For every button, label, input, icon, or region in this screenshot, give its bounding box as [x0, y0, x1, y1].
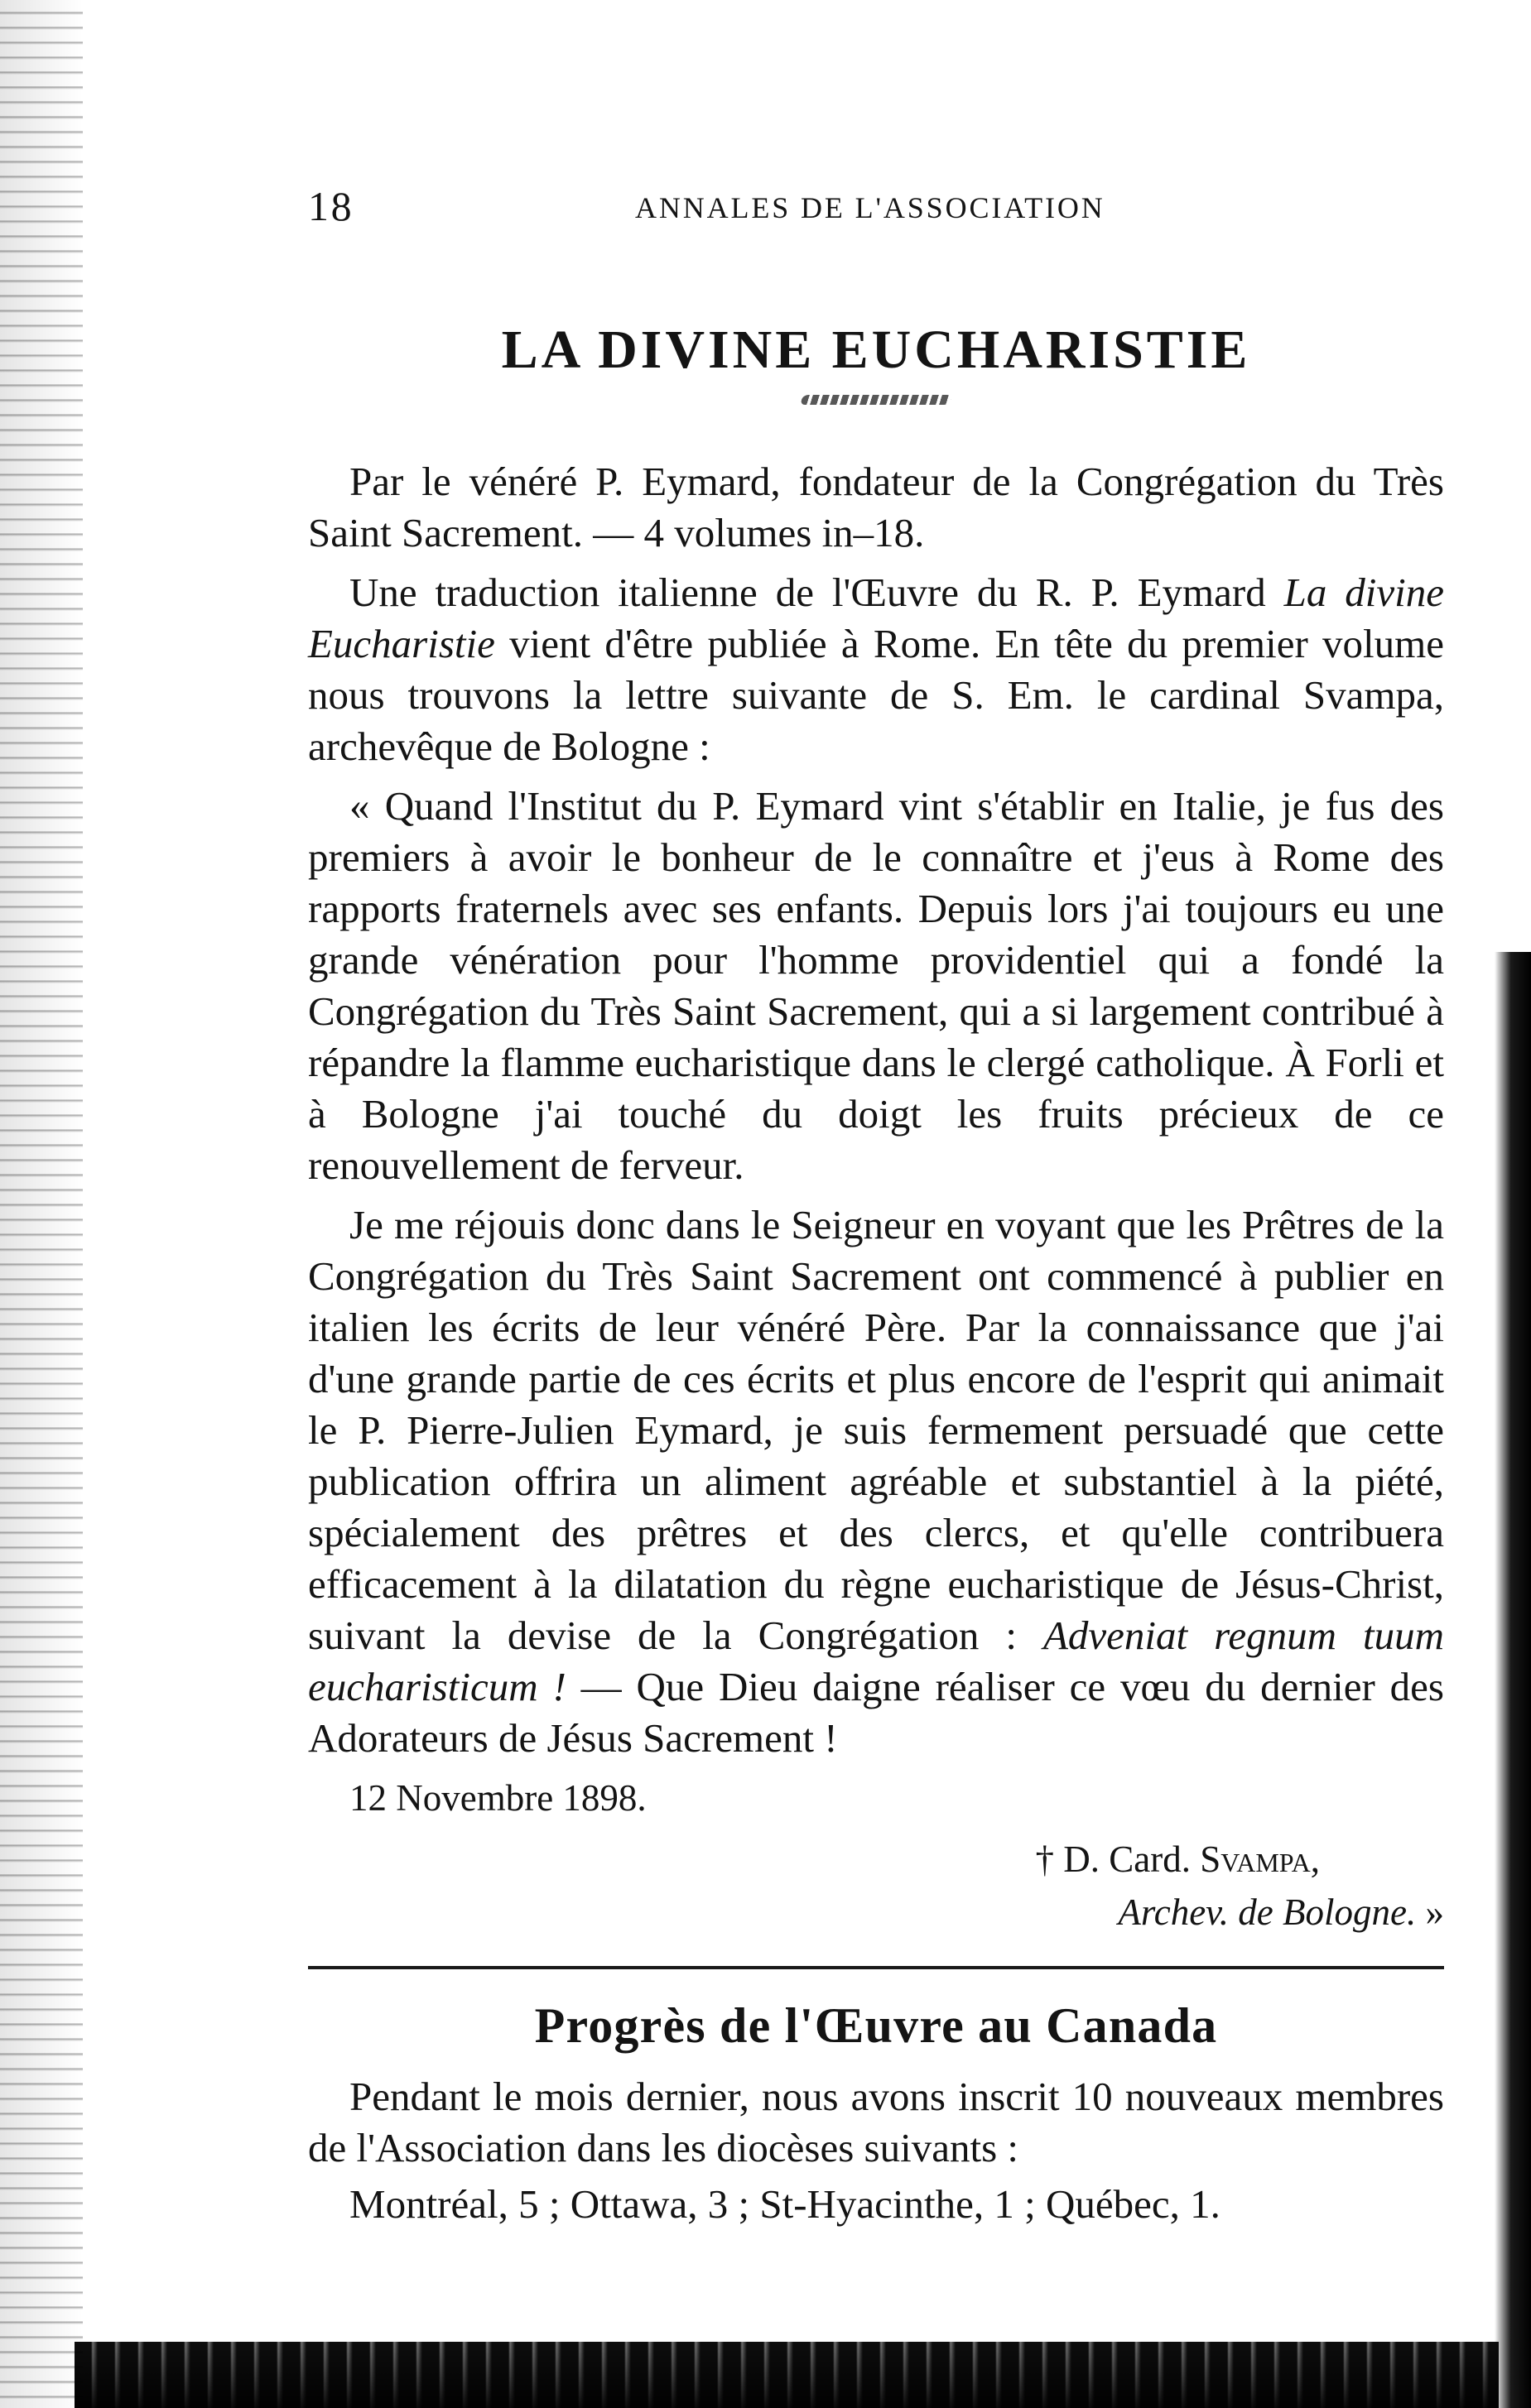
- progress-title: Progrès de l'Œuvre au Canada: [534, 1998, 1218, 2053]
- signature-title: [308, 1887, 1444, 1938]
- article-intro: Par le vénéré P. Eymard, fondateur de la Congrégation du Très Saint Sacrement. — 4 volumes in–18.: [308, 459, 1444, 555]
- signature-name: [308, 1834, 1320, 1885]
- signature-comma: ,: [1310, 1838, 1320, 1880]
- letter-date: 12 Novembre 1898.: [349, 1777, 647, 1819]
- motto-italic: Adveniat regnum tuum eucharisticum !: [308, 1613, 1444, 1709]
- work-title-italic: La divine Eucharistie: [308, 570, 1444, 666]
- running-head: [308, 182, 1444, 240]
- signature-close-quote: »: [1416, 1891, 1444, 1933]
- progress-dioceses: Montréal, 5 ; Ottawa, 3 ; St-Hyacinthe, 1 ; Québec, 1.: [349, 2181, 1220, 2227]
- signature-title-italic: Archev. de Bologne.: [1118, 1891, 1417, 1933]
- document-page: [308, 182, 1444, 2230]
- letter-paragraph-2-start: Je me réjouis donc dans le Seigneur en voyant que les Prêtres de la Congrégation du Très Saint Sacrement ont commencé à publier en italien les écrits de leur vénéré Père. Par la connaissance que j'ai d'une grande partie de ces écrits et plus encore de l'esprit qui animait le P. Pierre-Julien Eymard, je suis fermement persuadé que cette publication offrira un aliment agréable et substantiel à la piété, spécialement des prêtres et des clercs, et qu'elle contribuera efficacement à la dilatation du règne eucharistique de Jésus-Christ, suivant la devise de la Congrégation :: [308, 1202, 1444, 1658]
- title-ornament: [800, 395, 952, 405]
- scan-edge-left: [0, 0, 83, 2408]
- article-title: LA DIVINE EUCHARISTIE: [501, 320, 1251, 380]
- signature-surname: Svampa: [1200, 1838, 1311, 1880]
- running-title: ANNALES DE L'ASSOCIATION: [635, 191, 1105, 224]
- letter-paragraph-2: [308, 1199, 1444, 1764]
- section-divider: [308, 1966, 1444, 1969]
- translation-note-start: Une traduction italienne de l'Œuvre du R. P. Eymard: [349, 570, 1284, 615]
- page-number: 18: [308, 183, 354, 229]
- progress-text: Pendant le mois dernier, nous avons inscrit 10 nouveaux membres de l'Association dans les diocèses suivants :: [308, 2074, 1444, 2170]
- scan-edge-right: [1495, 952, 1531, 2408]
- translation-note: [308, 567, 1444, 772]
- letter-paragraph-1: « Quand l'Institut du P. Eymard vint s'établir en Italie, je fus des premiers à avoir le bonheur de le connaître et j'eus à Rome des rapports fraternels avec ses enfants. Depuis lors j'ai toujours eu une grande vénération pour l'homme providentiel qui a fondé la Congrégation du Très Saint Sacrement, qui a si largement contribué à répandre la flamme eucharistique dans le clergé catholique. À Forli et à Bologne j'ai touché du doigt les fruits précieux de ce renouvellement de ferveur.: [308, 783, 1444, 1188]
- translation-note-end: vient d'être publiée à Rome. En tête du premier volume nous trouvons la lettre suivante de S. Em. le cardinal Svampa, archevêque de Bologne :: [308, 621, 1444, 769]
- signature-prefix: † D. Card.: [1035, 1838, 1201, 1880]
- scan-edge-bottom: [75, 2342, 1499, 2408]
- letter-paragraph-2-end: — Que Dieu daigne réaliser ce vœu du dernier des Adorateurs de Jésus Sacrement !: [308, 1664, 1444, 1761]
